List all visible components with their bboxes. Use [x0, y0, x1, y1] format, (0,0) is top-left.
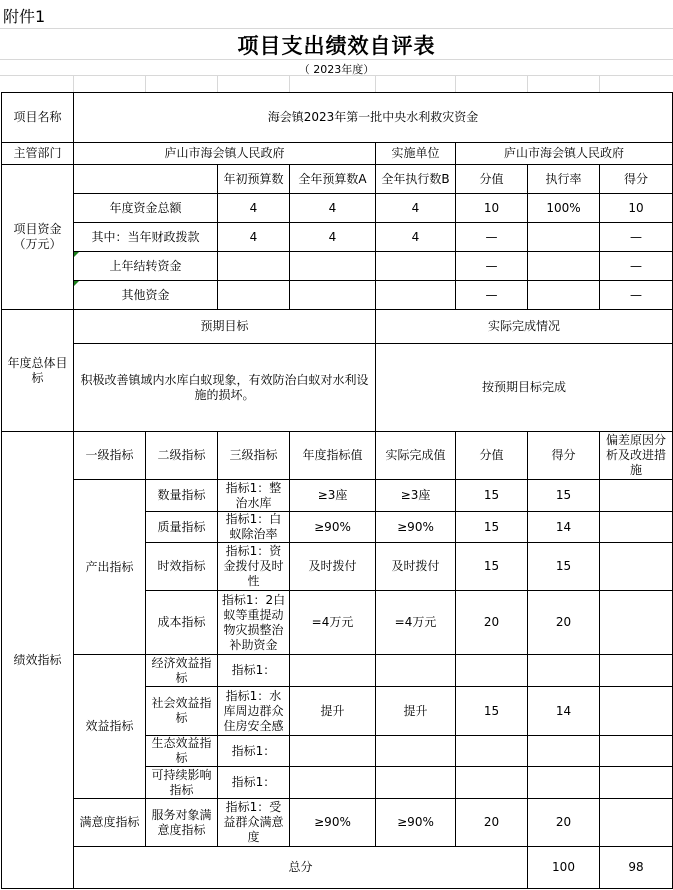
target-value: ≥90%	[290, 512, 376, 543]
level2-indicator: 时效指标	[146, 543, 218, 591]
level3-indicator: 指标1：	[218, 655, 290, 687]
funds-cell: —	[600, 252, 673, 281]
funds-cell: 4	[290, 194, 376, 223]
note-value	[600, 687, 673, 736]
target-value: 提升	[290, 687, 376, 736]
actual-value: ≥90%	[376, 799, 456, 847]
dept-value: 庐山市海会镇人民政府	[74, 143, 376, 165]
target-value: =4万元	[290, 591, 376, 655]
funds-col-header: 全年预算数A	[290, 165, 376, 194]
funds-cell	[376, 252, 456, 281]
actual-value: 提升	[376, 687, 456, 736]
level2-indicator: 数量指标	[146, 480, 218, 512]
funds-cell: —	[456, 281, 528, 310]
funds-cell: —	[456, 223, 528, 252]
indicator-row	[2, 480, 673, 512]
level3-indicator: 指标1：水库周边群众住房安全感	[218, 687, 290, 736]
note-value	[600, 480, 673, 512]
funds-cell	[218, 281, 290, 310]
got-value: 15	[528, 480, 600, 512]
note-value	[600, 655, 673, 687]
funds-col-header: 执行率	[528, 165, 600, 194]
funds-section-label: 项目资金（万元）	[2, 165, 74, 310]
funds-cell: —	[600, 281, 673, 310]
target-value	[290, 655, 376, 687]
indicator-col-header: 三级指标	[218, 432, 290, 480]
level2-indicator: 经济效益指标	[146, 655, 218, 687]
funds-cell: 100%	[528, 194, 600, 223]
indicator-row	[2, 799, 673, 847]
indicator-col-header: 得分	[528, 432, 600, 480]
level3-indicator: 指标1：2白蚁等重提动物灾损整治补助资金	[218, 591, 290, 655]
actual-value	[376, 767, 456, 799]
got-value: 14	[528, 512, 600, 543]
project-name-value: 海会镇2023年第一批中央水利救灾资金	[74, 93, 673, 143]
indicators-section-label: 绩效指标	[2, 432, 74, 889]
funds-col-header: 年初预算数	[218, 165, 290, 194]
funds-cell: 4	[376, 194, 456, 223]
funds-row	[2, 223, 673, 252]
target-value: 及时拨付	[290, 543, 376, 591]
level3-indicator: 指标1：整治水库	[218, 480, 290, 512]
indicator-col-header: 二级指标	[146, 432, 218, 480]
funds-cell	[376, 281, 456, 310]
impl-unit-value: 庐山市海会镇人民政府	[456, 143, 673, 165]
funds-col-header: 分值	[456, 165, 528, 194]
expected-goal-header: 预期目标	[74, 310, 376, 344]
note-value	[600, 799, 673, 847]
dept-label: 主管部门	[2, 143, 74, 165]
level2-indicator: 服务对象满意度指标	[146, 799, 218, 847]
page-title: 项目支出绩效自评表	[237, 34, 436, 58]
level1-indicator: 满意度指标	[74, 799, 146, 847]
score-value: 20	[456, 799, 528, 847]
total-score: 100	[528, 847, 600, 889]
got-value	[528, 736, 600, 767]
total-label: 总分	[74, 847, 528, 889]
funds-header-blank	[74, 165, 218, 194]
funds-row	[2, 194, 673, 223]
level3-indicator: 指标1：	[218, 767, 290, 799]
funds-cell: —	[600, 223, 673, 252]
level3-indicator: 指标1：	[218, 736, 290, 767]
funds-cell	[218, 252, 290, 281]
funds-cell: 10	[456, 194, 528, 223]
funds-cell	[290, 252, 376, 281]
goals-section-label: 年度总体目标	[2, 310, 74, 432]
actual-value: ≥3座	[376, 480, 456, 512]
project-name-row	[2, 93, 673, 143]
funds-cell: 4	[290, 223, 376, 252]
actual-value: ≥90%	[376, 512, 456, 543]
actual-result-header: 实际完成情况	[376, 310, 673, 344]
goals-header-row	[2, 310, 673, 344]
level2-indicator: 成本指标	[146, 591, 218, 655]
expected-goal-text: 积极改善镇域内水库白蚁现象，有效防治白蚁对水利设施的损坏。	[74, 344, 376, 432]
attachment-label: 附件1	[3, 7, 46, 26]
actual-value	[376, 736, 456, 767]
funds-cell: 4	[218, 194, 290, 223]
score-value: 15	[456, 543, 528, 591]
funds-cell: 10	[600, 194, 673, 223]
score-value: 20	[456, 591, 528, 655]
score-value: 15	[456, 687, 528, 736]
indicator-col-header: 分值	[456, 432, 528, 480]
got-value	[528, 767, 600, 799]
note-value	[600, 543, 673, 591]
impl-unit-label: 实施单位	[376, 143, 456, 165]
indicator-col-header: 年度指标值	[290, 432, 376, 480]
project-name-label: 项目名称	[2, 93, 74, 143]
got-value: 20	[528, 799, 600, 847]
level3-indicator: 指标1：白蚁除治率	[218, 512, 290, 543]
level2-indicator: 社会效益指标	[146, 687, 218, 736]
note-value	[600, 736, 673, 767]
funds-row-label: 上年结转资金	[74, 252, 218, 281]
funds-cell	[528, 223, 600, 252]
funds-cell: 4	[376, 223, 456, 252]
level1-indicator: 产出指标	[74, 480, 146, 655]
goals-content-row	[2, 344, 673, 432]
indicator-col-header: 偏差原因分析及改进措施	[600, 432, 673, 480]
funds-row	[2, 281, 673, 310]
department-row	[2, 143, 673, 165]
indicator-col-header: 一级指标	[74, 432, 146, 480]
note-value	[600, 767, 673, 799]
level3-indicator: 指标1：受益群众满意度	[218, 799, 290, 847]
score-value	[456, 767, 528, 799]
evaluation-table	[1, 92, 673, 889]
funds-row-label: 其他资金	[74, 281, 218, 310]
funds-header-row	[2, 165, 673, 194]
funds-cell	[528, 252, 600, 281]
indicator-row	[2, 655, 673, 687]
level2-indicator: 质量指标	[146, 512, 218, 543]
funds-col-header: 全年执行数B	[376, 165, 456, 194]
level3-indicator: 指标1：资金拨付及时性	[218, 543, 290, 591]
got-value: 20	[528, 591, 600, 655]
note-value	[600, 591, 673, 655]
year-label: （ 2023年度）	[298, 63, 375, 76]
funds-cell: 4	[218, 223, 290, 252]
funds-cell: —	[456, 252, 528, 281]
funds-row	[2, 252, 673, 281]
target-value	[290, 736, 376, 767]
level2-indicator: 可持续影响指标	[146, 767, 218, 799]
actual-value	[376, 655, 456, 687]
target-value	[290, 767, 376, 799]
indicator-header-row	[2, 432, 673, 480]
actual-result-text: 按预期目标完成	[376, 344, 673, 432]
target-value: ≥90%	[290, 799, 376, 847]
funds-row-label: 其中：当年财政拨款	[74, 223, 218, 252]
score-value: 15	[456, 512, 528, 543]
total-got: 98	[600, 847, 673, 889]
score-value	[456, 655, 528, 687]
score-value	[456, 736, 528, 767]
got-value: 15	[528, 543, 600, 591]
funds-row-label: 年度资金总额	[74, 194, 218, 223]
level1-indicator: 效益指标	[74, 655, 146, 799]
got-value	[528, 655, 600, 687]
got-value: 14	[528, 687, 600, 736]
level2-indicator: 生态效益指标	[146, 736, 218, 767]
total-row	[2, 847, 673, 889]
actual-value: 及时拨付	[376, 543, 456, 591]
score-value: 15	[456, 480, 528, 512]
funds-cell	[290, 281, 376, 310]
actual-value: =4万元	[376, 591, 456, 655]
funds-cell	[528, 281, 600, 310]
note-value	[600, 512, 673, 543]
funds-col-header: 得分	[600, 165, 673, 194]
target-value: ≥3座	[290, 480, 376, 512]
indicator-col-header: 实际完成值	[376, 432, 456, 480]
